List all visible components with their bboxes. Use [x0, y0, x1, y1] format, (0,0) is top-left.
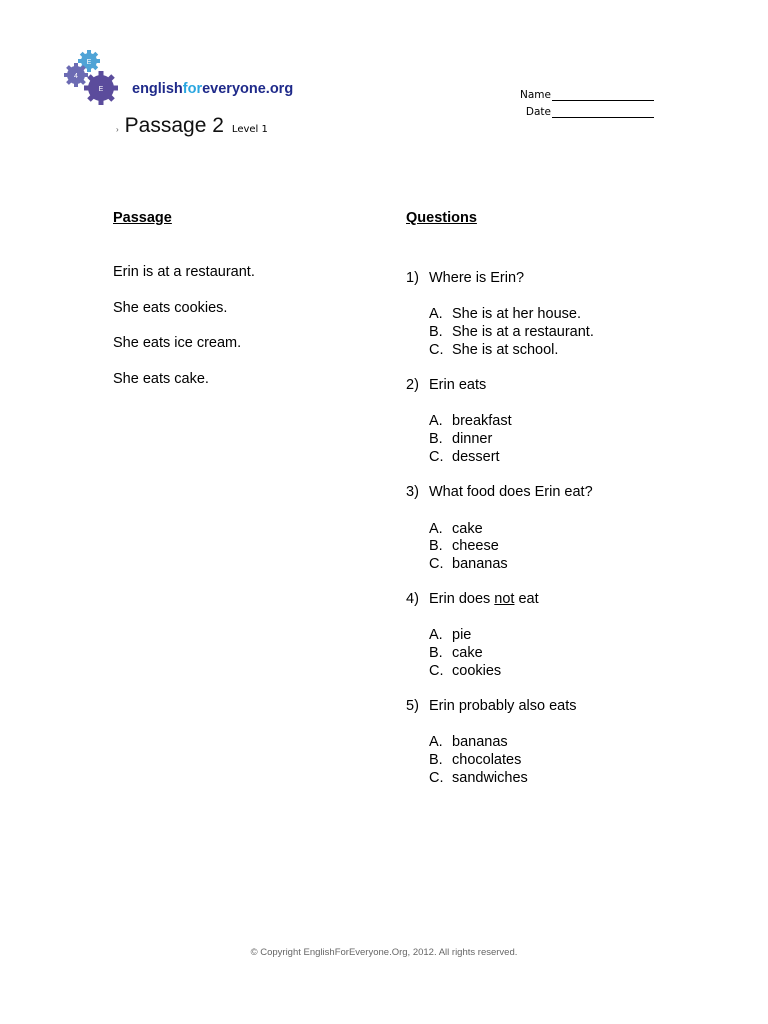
worksheet-title: [116, 114, 268, 138]
date-label: Date: [525, 106, 551, 118]
option-letter: C.: [429, 770, 444, 786]
option-text: pie: [452, 627, 472, 643]
question-4: [406, 591, 539, 607]
question-number: 4): [406, 591, 419, 607]
option-letter: C.: [429, 556, 444, 572]
option-letter: B.: [429, 645, 443, 661]
option-text: dessert: [452, 449, 500, 465]
answer-option[interactable]: [429, 412, 512, 430]
answer-option[interactable]: [429, 448, 500, 466]
questions-heading: Questions: [406, 210, 477, 226]
question-number: 2): [406, 377, 419, 393]
question-1: [406, 270, 524, 286]
bullet-icon: ›: [116, 125, 119, 134]
option-letter: A.: [429, 627, 443, 643]
question-3: [406, 484, 593, 500]
option-letter: A.: [429, 306, 443, 322]
question-2: [406, 377, 486, 393]
answer-option[interactable]: [429, 305, 581, 323]
option-text: sandwiches: [452, 770, 528, 786]
option-text: cake: [452, 521, 483, 537]
option-text: chocolates: [452, 752, 522, 768]
question-text-after: eat: [514, 591, 539, 607]
option-text: breakfast: [452, 413, 512, 429]
option-text: She is at her house.: [452, 306, 581, 322]
answer-option[interactable]: [429, 769, 528, 787]
option-letter: B.: [429, 538, 443, 554]
option-text: cookies: [452, 663, 502, 679]
option-text: bananas: [452, 556, 508, 572]
question-5: [406, 698, 577, 714]
date-field[interactable]: [520, 101, 654, 118]
passage-line: She eats cookies.: [113, 300, 228, 316]
copyright-notice: © Copyright EnglishForEveryone.Org, 2012. All rights reserved.: [250, 947, 518, 958]
option-text: dinner: [452, 431, 493, 447]
name-line[interactable]: [552, 89, 654, 101]
answer-option[interactable]: [429, 555, 508, 573]
answer-option[interactable]: [429, 537, 499, 555]
option-text: She is at school.: [452, 342, 559, 358]
passage-line: Erin is at a restaurant.: [113, 264, 255, 280]
answer-option[interactable]: [429, 626, 471, 644]
brand-for: for: [182, 81, 203, 97]
page-title: Passage 2: [124, 114, 224, 137]
option-letter: A.: [429, 413, 443, 429]
date-line[interactable]: [552, 106, 654, 118]
question-text: Erin eats: [429, 377, 487, 393]
option-text: cheese: [452, 538, 499, 554]
answer-option[interactable]: [429, 751, 521, 769]
option-letter: A.: [429, 521, 443, 537]
question-number: 1): [406, 270, 419, 286]
option-text: cake: [452, 645, 483, 661]
passage-line: She eats cake.: [113, 371, 209, 387]
option-letter: B.: [429, 324, 443, 340]
answer-option[interactable]: [429, 644, 483, 662]
option-text: bananas: [452, 734, 508, 750]
option-letter: B.: [429, 431, 443, 447]
option-letter: C.: [429, 449, 444, 465]
name-field[interactable]: [520, 84, 654, 101]
gear-letter: E: [98, 86, 104, 93]
name-label: Name: [520, 89, 551, 101]
answer-option[interactable]: [429, 733, 508, 751]
student-info-fields: [520, 84, 654, 118]
brand-english: english: [132, 81, 183, 97]
question-text: Erin probably also eats: [429, 698, 577, 714]
question-text: Where is Erin?: [429, 270, 525, 286]
level-label: Level 1: [231, 124, 268, 135]
question-text: What food does Erin eat?: [429, 484, 593, 500]
gear-letter: E: [86, 59, 92, 66]
question-text-before: Erin does: [429, 591, 495, 607]
answer-option[interactable]: [429, 662, 501, 680]
question-number: 5): [406, 698, 419, 714]
brand-everyone: everyone.org: [202, 81, 294, 97]
option-text: She is at a restaurant.: [452, 324, 594, 340]
question-text-emphasis: not: [494, 591, 515, 607]
option-letter: B.: [429, 752, 443, 768]
option-letter: C.: [429, 342, 444, 358]
option-letter: A.: [429, 734, 443, 750]
question-number: 3): [406, 484, 419, 500]
passage-heading: Passage: [113, 210, 172, 226]
answer-option[interactable]: [429, 323, 594, 341]
answer-option[interactable]: [429, 341, 558, 359]
brand-name: [132, 81, 293, 97]
option-letter: C.: [429, 663, 444, 679]
gears-logo-icon: [62, 48, 122, 108]
answer-option[interactable]: [429, 520, 483, 538]
answer-option[interactable]: [429, 430, 492, 448]
gear-letter: 4: [74, 73, 78, 80]
passage-line: She eats ice cream.: [113, 335, 242, 351]
